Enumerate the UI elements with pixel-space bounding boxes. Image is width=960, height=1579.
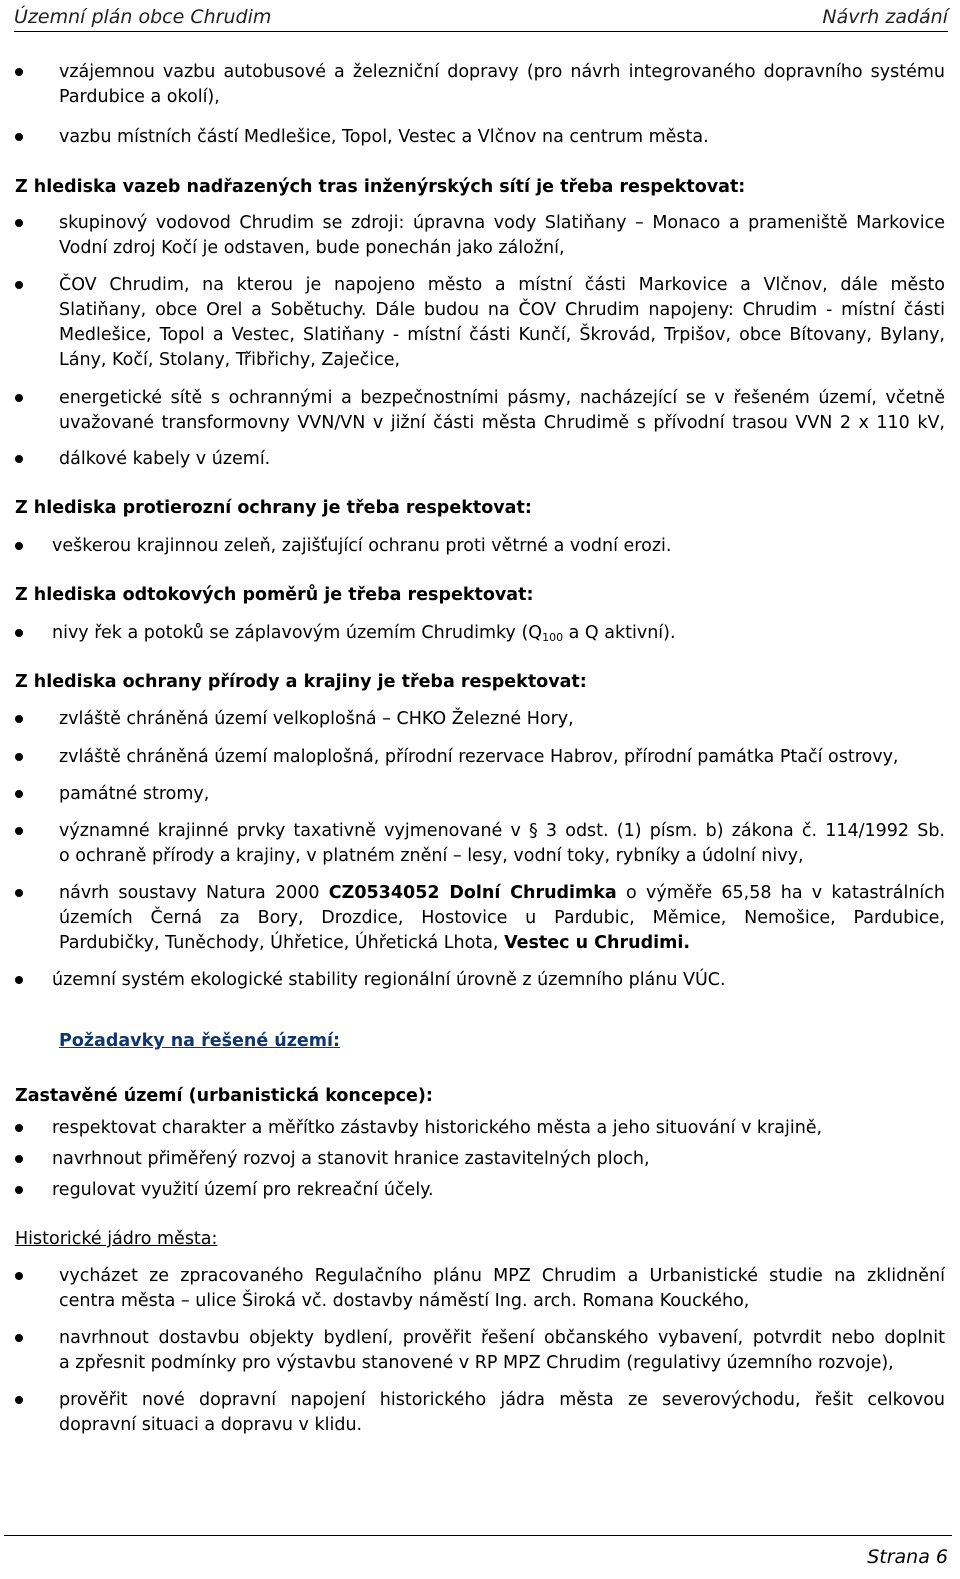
section-heading: Z hlediska odtokových poměrů je třeba respektovat: xyxy=(15,585,534,605)
page-header xyxy=(14,2,948,32)
bullet xyxy=(15,629,23,637)
list-item: dálkové kabely v území. xyxy=(59,449,271,469)
bullet xyxy=(15,1155,23,1163)
section-heading: Z hlediska protierozní ochrany je třeba respektovat: xyxy=(15,498,532,518)
list-item: zvláště chráněná území maloplošná, přírodní rezervace Habrov, přírodní památka Ptačí ostrovy, xyxy=(59,747,899,767)
bullet xyxy=(15,715,23,723)
list-item: navrhnout přiměřený rozvoj a stanovit hranice zastavitelných ploch, xyxy=(52,1149,650,1169)
list-item: zvláště chráněná území velkoplošná – CHKO Železné Hory, xyxy=(59,709,574,729)
section-heading: Zastavěné území (urbanistická koncepce): xyxy=(15,1086,433,1106)
list-item: veškerou krajinnou zeleň, zajišťující ochranu proti větrné a vodní erozi. xyxy=(52,536,672,556)
bullet xyxy=(15,68,23,76)
bullet xyxy=(15,542,23,550)
list-item: prověřit nové dopravní napojení historického jádra města ze severovýchodu, řešit celkovou xyxy=(59,1390,945,1410)
list-item: navrhnout dostavbu objekty bydlení, prověřit řešení občanského vybavení, potvrdit nebo doplnit xyxy=(59,1328,945,1348)
list-item: regulovat využití území pro rekreační účely. xyxy=(52,1180,434,1200)
bullet xyxy=(15,281,23,289)
list-item: ČOV Chrudim, na kterou je napojeno město a místní části Markovice a Vlčnov, dále město Slatiňany, obce Orel a Sobětuchy. Dále budou na ČOV Chrudim napojeny: Chrudim - místní části Medlešice, Topol a Vestec, Slatiňany - místní části Kunčí, Škrovád, Trpišov, obce Bítovany, Bylany, xyxy=(59,275,945,345)
list-item: návrh soustavy Natura 2000 CZ0534052 Dolní Chrudimka o výměře 65,58 ha v katastrálních územích Černá za Bory, Drozdice, Hostovice u Pardubic, Měmice, Nemošice, Pardubice, xyxy=(59,883,945,928)
page-number: Strana 6 xyxy=(867,1546,948,1568)
section-heading: Z hlediska vazeb nadřazených tras inženýrských sítí je třeba respektovat: xyxy=(15,177,746,197)
bullet xyxy=(15,1186,23,1194)
list-item-continuation: Vodní zdroj Kočí je odstaven, bude ponechán jako záložní, xyxy=(59,238,565,258)
bullet xyxy=(15,1124,23,1132)
bullet xyxy=(15,889,23,897)
list-item: skupinový vodovod Chrudim se zdroji: úpravna vody Slatiňany – Monaco a prameniště Markovice xyxy=(59,213,945,233)
document-title: Územní plán obce Chrudim xyxy=(14,6,272,28)
list-item: významné krajinné prvky taxativně vyjmenované v § 3 odst. (1) písm. b) zákona č. 114/1992 Sb. xyxy=(59,821,945,841)
list-item-continuation: Pardubičky, Tuněchody, Úhřetice, Úhřetická Lhota, Vestec u Chrudimi. xyxy=(59,933,690,953)
subsection-heading: Historické jádro města: xyxy=(15,1229,218,1249)
bullet xyxy=(15,455,23,463)
list-item-continuation: dopravní situaci a dopravu v klidu. xyxy=(59,1415,363,1435)
bullet xyxy=(15,1396,23,1404)
list-item-continuation: Lány, Kočí, Stolany, Třibřichy, Zaječice, xyxy=(59,350,401,370)
list-item-continuation: a zpřesnit podmínky pro výstavbu stanovené v RP MPZ Chrudim (regulativy územního rozvoje), xyxy=(59,1353,894,1373)
list-item: vzájemnou vazbu autobusové a železniční dopravy (pro návrh integrovaného dopravního systému xyxy=(59,62,945,82)
list-item: nivy řek a potoků se záplavovým územím Chrudimky ($Q_{100}$ a Q aktivní). xyxy=(52,623,676,644)
list-item: energetické sítě s ochrannými a bezpečnostními pásmy, nacházející se v řešeném území, včetně uvažované transformovny VVN/VN v jižní části města Chrudimě s přívodní trasou VVN 2 x 110 kV, xyxy=(59,388,945,433)
list-item: respektovat charakter a měřítko zástavby historického města a jeho situování v krajině, xyxy=(52,1118,823,1138)
list-item-continuation: Pardubice a okolí), xyxy=(59,87,220,107)
bullet xyxy=(15,753,23,761)
bullet xyxy=(15,219,23,227)
list-item-continuation: centra města – ulice Široká vč. dostavby náměstí Ing. arch. Romana Kouckého, xyxy=(59,1291,750,1311)
footer-divider xyxy=(4,1535,952,1536)
document-subtitle: Návrh zadání xyxy=(822,6,948,28)
list-item: vazbu místních částí Medlešice, Topol, Vestec a Vlčnov na centrum města. xyxy=(59,127,709,147)
section-link[interactable]: Požadavky na řešené území: xyxy=(59,1031,341,1051)
section-heading: Z hlediska ochrany přírody a krajiny je třeba respektovat: xyxy=(15,672,587,692)
list-item: územní systém ekologické stability regionální úrovně z územního plánu VÚC. xyxy=(52,970,726,990)
bullet xyxy=(15,1272,23,1280)
list-item: památné stromy, xyxy=(59,784,210,804)
bullet xyxy=(15,827,23,835)
bullet xyxy=(15,976,23,984)
list-item-continuation: o ochraně přírody a krajiny, v platném znění – lesy, vodní toky, rybníky a údolní nivy, xyxy=(59,846,804,866)
bullet xyxy=(15,1334,23,1342)
list-item: vycházet ze zpracovaného Regulačního plánu MPZ Chrudim a Urbanistické studie na zklidnění xyxy=(59,1266,945,1286)
bullet xyxy=(15,133,23,141)
bullet xyxy=(15,394,23,402)
bullet xyxy=(15,790,23,798)
